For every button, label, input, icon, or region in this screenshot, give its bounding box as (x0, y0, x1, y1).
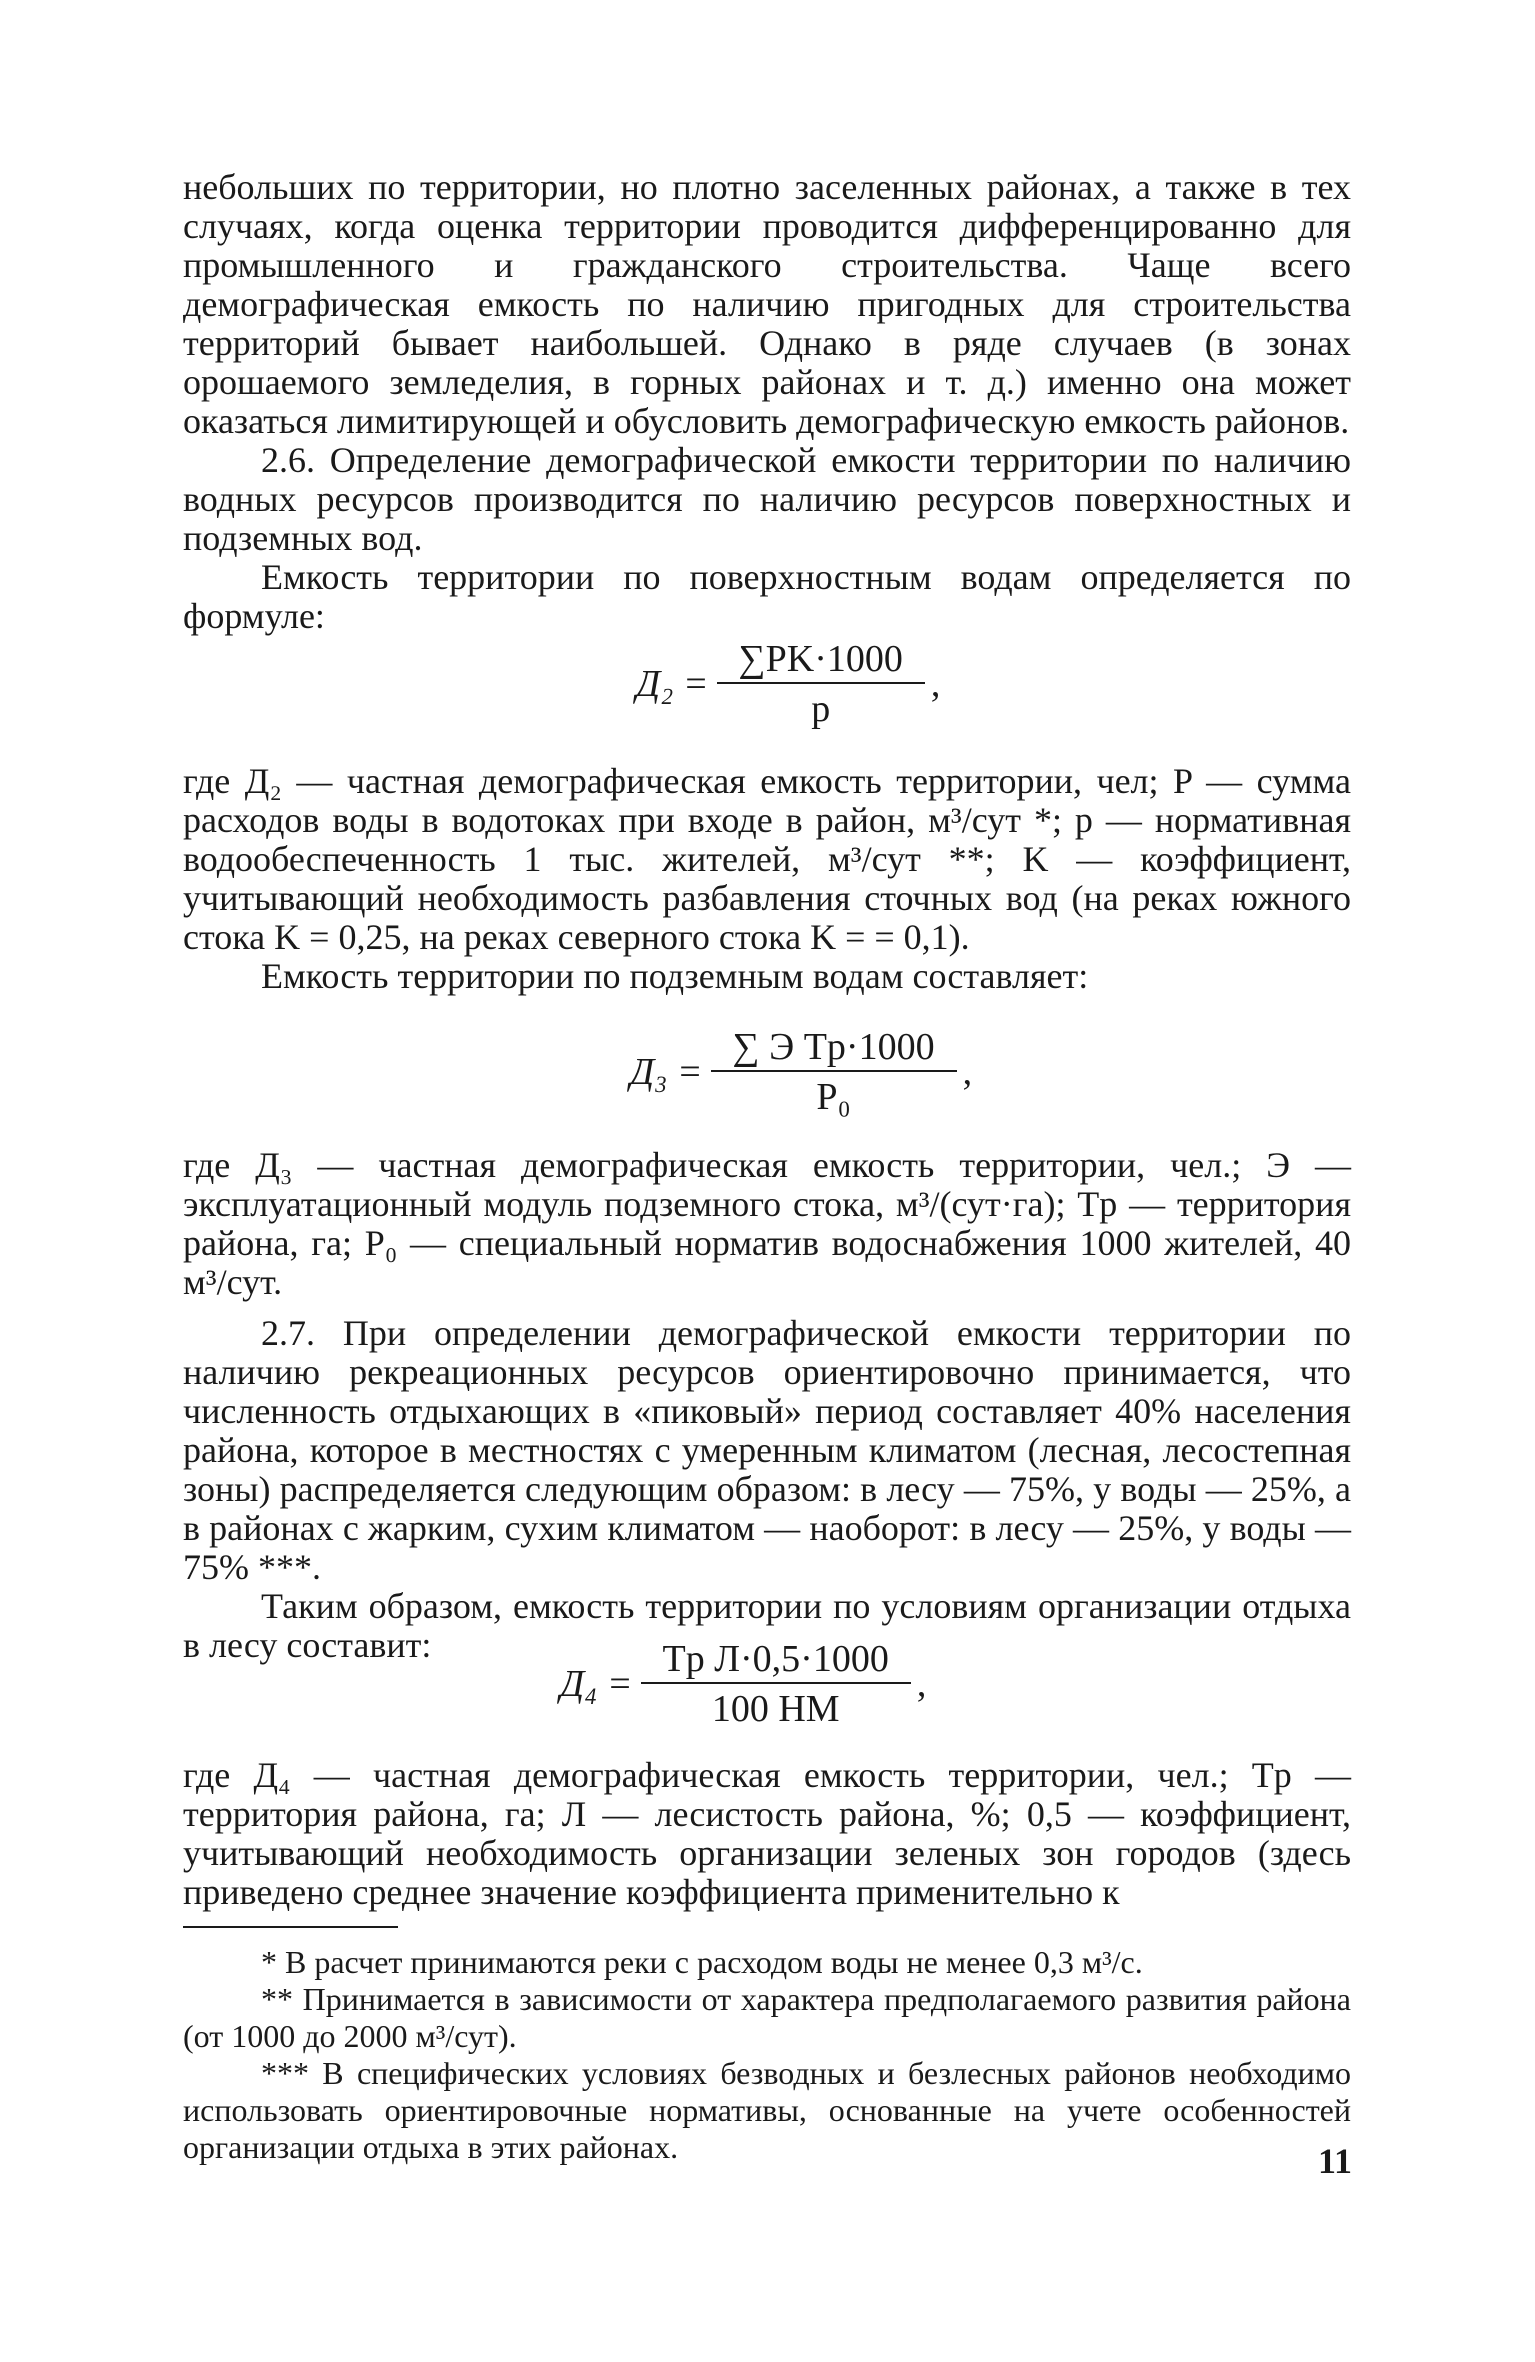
paragraph-2-7: 2.7. При определении демографической емкости территории по наличию рекреационных ресурсов ориентировочно принимается, что численность отдыхающих в «пиковый» период составляет 40% населения района, которое в местностях с умеренным климатом (лесная, лесостепная зоны) распределяется следующим образом: в лесу — 75%, у воды — 25%, а в районах с жарким, сухим климатом — наоборот: в лесу — 25%, у воды — 75% ***. (183, 1313, 1351, 1587)
body-text-lower (183, 1146, 1351, 1665)
formula-d2-numerator: ∑PK·1000 (717, 640, 925, 684)
footnote-1: * В расчет принимаются реки с расходом воды не менее 0,3 м³/с. (261, 1944, 1143, 1980)
formula-d2-lhs: Д₂ = (636, 663, 709, 705)
formula-d4-fraction (641, 1640, 911, 1728)
formula-d4 (560, 1640, 926, 1728)
body-text-middle (183, 762, 1351, 996)
paragraph-d4-definitions: где Д₄ — частная демографическая емкость территории, чел.; Tр — территория района, га; Л — лесистость района, %; 0,5 — коэффициент, учитывающий необходимость организации зеленых зон городов (здесь приведено среднее значение коэффициента применительно к (183, 1755, 1351, 1912)
paragraph-continuation: небольших по территории, но плотно заселенных районах, а также в тех случаях, когда оценка территории проводится дифференцированно для промышленного и гражданского строительства. Чаще всего демографическая емкость по наличию пригодных для строительства территорий бывает наибольшей. Однако в ряде случаев (в зонах орошаемого земледелия, в горных районах и т. д.) именно она может оказаться лимитирующей и обусловить демографическую емкость районов. (183, 167, 1351, 441)
formula-d4-numerator: Tр Л·0,5·1000 (641, 1640, 911, 1684)
formula-d3 (630, 1028, 972, 1116)
formula-d4-denominator: 100 HM (711, 1688, 840, 1730)
footnote-3: *** В специфических условиях безводных и безлесных районов необходимо использовать ориентировочные нормативы, основанные на учете особенностей организации отдыха в этих районах. (183, 2055, 1351, 2165)
formula-d2 (636, 640, 940, 728)
paragraph-ground-water: Емкость территории по подземным водам составляет: (261, 956, 1089, 996)
footnote-divider (183, 1926, 398, 1928)
paragraph-d3-definitions: где Д₃ — частная демографическая емкость территории, чел.; Э — эксплуатационный модуль подземного стока, м³/(сут·га); Tр — территория района, га; P₀ — специальный норматив водоснабжения 1000 жителей, 40 м³/сут. (183, 1145, 1351, 1302)
footnotes (183, 1944, 1351, 2166)
paragraph-forest-recreation: Таким образом, емкость территории по условиям организации отдыха в лесу составит: (183, 1586, 1351, 1665)
formula-d3-fraction (711, 1028, 957, 1116)
formula-d2-denominator: p (811, 688, 831, 730)
paragraph-d2-definitions: где Д₂ — частная демографическая емкость территории, чел; P — сумма расходов воды в водотоках при входе в район, м³/сут *; p — нормативная водообеспеченность 1 тыс. жителей, м³/сут **; K — коэффициент, учитывающий необходимость разбавления сточных вод (на реках южного стока K = 0,25, на реках северного стока K = = 0,1). (183, 761, 1351, 957)
body-text-top (183, 168, 1351, 636)
formula-d2-fraction (717, 640, 925, 728)
footnote-2: ** Принимается в зависимости от характера предполагаемого развития района (от 1000 до 2000 м³/сут). (183, 1981, 1351, 2054)
formula-d3-denominator: P₀ (816, 1076, 851, 1118)
paragraph-surface-water: Емкость территории по поверхностным водам определяется по формуле: (183, 557, 1351, 636)
page-number: 11 (1317, 2141, 1352, 2181)
body-text-bottom (183, 1756, 1351, 1912)
formula-d4-lhs: Д₄ = (560, 1663, 633, 1705)
formula-d4-comma: , (916, 1663, 927, 1705)
formula-d3-numerator: ∑ Э Tр·1000 (711, 1028, 957, 1072)
formula-d3-comma: , (962, 1051, 973, 1093)
paragraph-2-6: 2.6. Определение демографической емкости территории по наличию водных ресурсов производится по наличию ресурсов поверхностных и подземных вод. (183, 440, 1351, 558)
formula-d2-comma: , (930, 663, 941, 705)
formula-d3-lhs: Д₃ = (630, 1051, 703, 1093)
